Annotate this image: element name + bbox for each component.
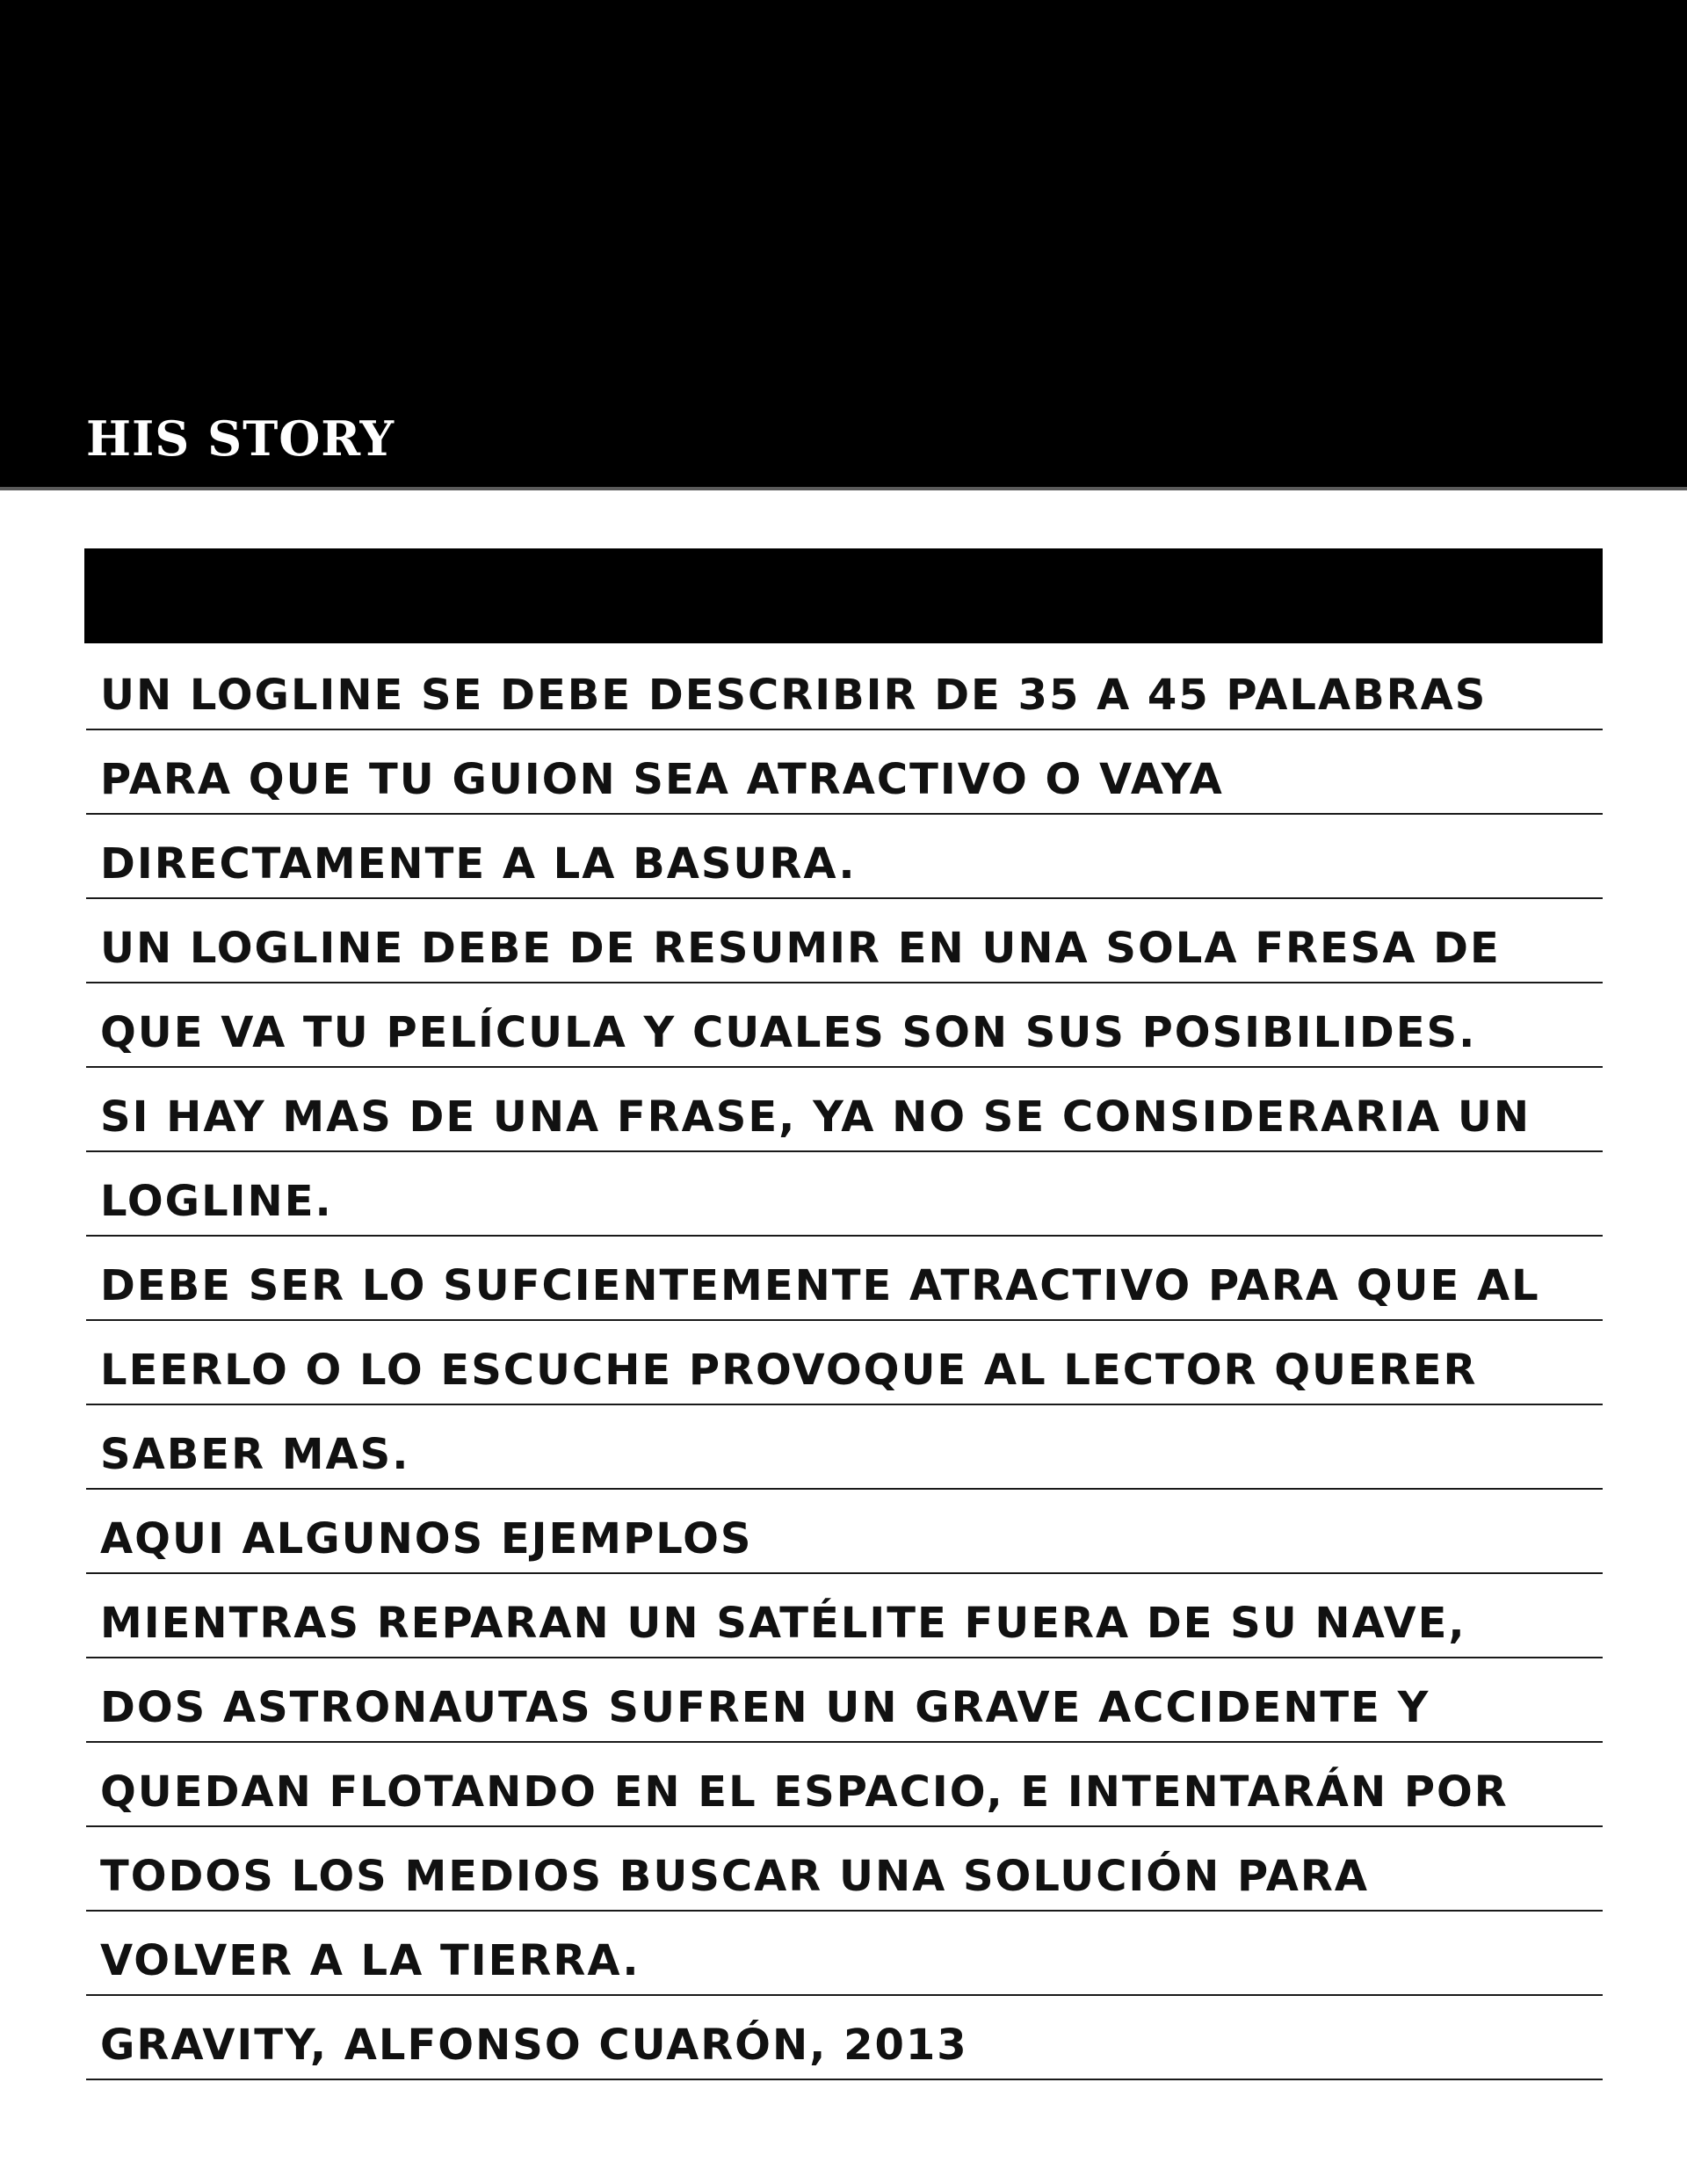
text-line-content: SABER MAS. bbox=[100, 1430, 410, 1479]
text-line-content: UN LOGLINE DEBE DE RESUMIR EN UNA SOLA FRESA DE bbox=[100, 924, 1501, 973]
text-line-content: PARA QUE TU GUION SEA ATRACTIVO O VAYA bbox=[100, 755, 1224, 804]
text-line-content: MIENTRAS REPARAN UN SATÉLITE FUERA DE SU NAVE, bbox=[100, 1599, 1466, 1648]
text-line-content: UN LOGLINE SE DEBE DESCRIBIR DE 35 A 45 PALABRAS bbox=[100, 671, 1488, 720]
text-line bbox=[86, 1743, 1603, 1827]
text-line-content: TODOS LOS MEDIOS BUSCAR UNA SOLUCIÓN PARA bbox=[100, 1852, 1369, 1901]
text-line bbox=[86, 1574, 1603, 1658]
text-line-content: DEBE SER LO SUFCIENTEMENTE ATRACTIVO PARA QUE AL bbox=[100, 1261, 1540, 1310]
text-line bbox=[86, 730, 1603, 815]
text-line bbox=[86, 1068, 1603, 1152]
text-line-content: AQUI ALGUNOS EJEMPLOS bbox=[100, 1514, 753, 1564]
text-line-content: LEERLO O LO ESCUCHE PROVOQUE AL LECTOR QUERER bbox=[100, 1346, 1478, 1395]
text-line bbox=[86, 1996, 1603, 2080]
text-line bbox=[86, 1658, 1603, 1743]
lined-text-block bbox=[86, 646, 1603, 2080]
title-bar bbox=[84, 548, 1603, 643]
text-line bbox=[86, 1237, 1603, 1321]
text-line-content: DIRECTAMENTE A LA BASURA. bbox=[100, 839, 857, 889]
text-line bbox=[86, 1912, 1603, 1996]
text-line bbox=[86, 899, 1603, 983]
text-line bbox=[86, 1405, 1603, 1490]
text-line bbox=[86, 983, 1603, 1068]
text-line-content: DOS ASTRONAUTAS SUFREN UN GRAVE ACCIDENTE Y bbox=[100, 1683, 1430, 1732]
text-line-content: LOGLINE. bbox=[100, 1177, 333, 1226]
header-band bbox=[0, 0, 1687, 490]
text-line bbox=[86, 1827, 1603, 1912]
text-line-content: GRAVITY, ALFONSO CUARÓN, 2013 bbox=[100, 2021, 968, 2070]
text-line bbox=[86, 1321, 1603, 1405]
text-line bbox=[86, 1152, 1603, 1237]
text-line bbox=[86, 1490, 1603, 1574]
page-title: HIS STORY bbox=[86, 410, 395, 467]
text-line-content: VOLVER A LA TIERRA. bbox=[100, 1936, 641, 1985]
text-line-content: QUE VA TU PELÍCULA Y CUALES SON SUS POSIBILIDES. bbox=[100, 1008, 1477, 1057]
text-line-content: SI HAY MAS DE UNA FRASE, YA NO SE CONSIDERARIA UN bbox=[100, 1092, 1531, 1142]
text-line bbox=[86, 815, 1603, 899]
text-line-content: QUEDAN FLOTANDO EN EL ESPACIO, E INTENTARÁN POR bbox=[100, 1767, 1509, 1817]
text-line bbox=[86, 646, 1603, 730]
